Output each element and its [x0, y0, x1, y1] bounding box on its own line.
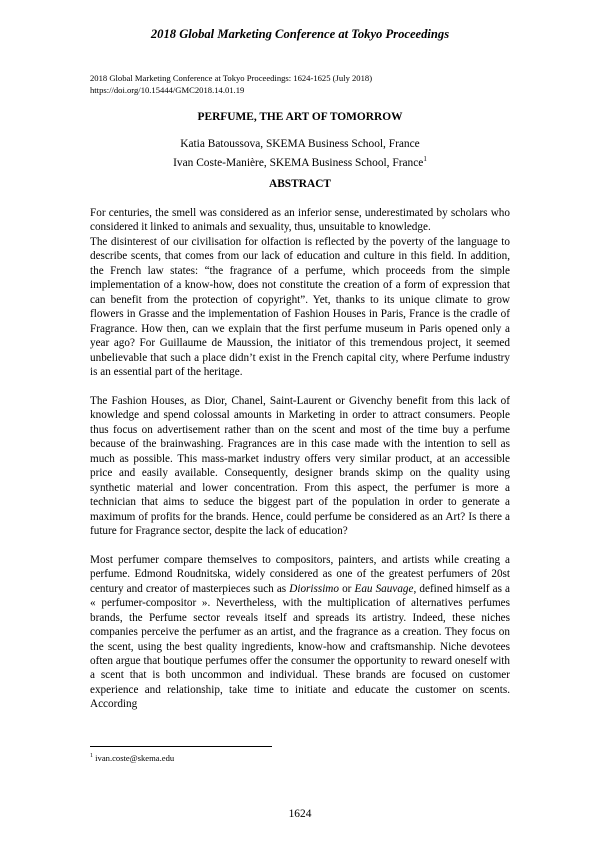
abstract-heading: ABSTRACT — [268, 178, 332, 190]
paragraph-4 — [90, 553, 510, 712]
footnote-email[interactable]: ivan.coste@skema.edu — [93, 753, 175, 763]
paper-title: PERFUME, THE ART OF TOMORROW — [197, 111, 403, 123]
footnote-mark: 1 — [90, 753, 93, 760]
author-2 — [0, 152, 600, 170]
paragraph-3: The Fashion Houses, as Dior, Chanel, Saint-Laurent or Givenchy benefit from this lack of knowledge and spend colossal amounts in Marketing in order to attract consumers. People thus focus on advertisement rather than on the scent and most of the time buy a perfume because of the brainwashing. Fragrances are in this case made with the intention to sell as much as possible. This mass-market industry offers very similar product, at an accessible price and easily available. Consequently, designer brands skimp on the quality using synthetic material and lower concentration. From this aspect, the perfumer is more a technician that aims to seduce the biggest part of the population in order to generate a maximum of profits for the brands. Hence, could perfume be considered as an Art? Is there a future for Fragrance sector, despite the lack of education? — [90, 394, 510, 537]
author-2-text: Ivan Coste-Manière, SKEMA Business School, France — [173, 156, 424, 169]
paragraph-4-part-b: , defined himself as a « perfumer-compositor ». Nevertheless, with the multiplication of alternatives perfumes brands, the Perfume sector reveals itself and spreads its artistry. Indeed, these niches companies perceive the perfumer as an artist, and the fragrance as a creation. They focus on the scent, using the best quality ingredients, know-how and craftsmanship. Niche devotees often argue that boutique perfumes offer the consumer the opportunity to reward oneself with a scent that is both uncommon and individual. These brands are focused on customer experience and relationship, take time to initiate and educate the customer on scents. According — [90, 582, 511, 711]
citation-line: 2018 Global Marketing Conference at Tokyo Proceedings: 1624-1625 (July 2018) — [90, 73, 373, 83]
footnote — [90, 753, 174, 763]
italic-eau-sauvage: Eau Sauvage — [354, 582, 414, 595]
abstract-body — [90, 206, 510, 712]
author-footnote-mark[interactable]: 1 — [423, 154, 427, 163]
page-number: 1624 — [288, 808, 312, 820]
author-list — [0, 137, 600, 170]
paragraph-2: The disinterest of our civilisation for olfaction is reflected by the poverty of the language to describe scents, that comes from our lack of education and culture in this field. In addition, the French law states: “the fragrance of a perfume, which proceeds from the simple implementation of a know-how, does not constitute the creation of a form of expression that can benefit from the protection of copyright”. Yet, thanks to its unique climate to grow flowers in Grasse and the implementation of Fashion Houses in Paris, France is the cradle of Fragrance. How then, can we explain that the first perfume museum in Paris opened only a year ago? For Guillaume de Maussion, the initiator of this tremendous project, it seemed unbelievable that such a place didn’t exist in the French capital city, where Perfume industry is an essential part of the heritage. — [90, 235, 510, 378]
paragraph-4-part-a: Most perfumer compare themselves to compositors, painters, and artists while creating a perfume. Edmond Roudnitska, widely considered as one of the greatest perfumers of 20st century and creator of masterpieces such as — [90, 553, 510, 595]
italic-diorissimo: Diorissimo — [289, 582, 339, 595]
paragraph-4-or: or — [338, 582, 355, 595]
running-header: 2018 Global Marketing Conference at Tokyo Proceedings — [150, 27, 450, 41]
author-1: Katia Batoussova, SKEMA Business School, France — [180, 138, 420, 150]
citation-block — [90, 73, 372, 96]
paragraph-1: For centuries, the smell was considered as an inferior sense, underestimated by scholars who considered it linked to animals and sexuality, thus, unsuitable to knowledge. — [90, 207, 510, 234]
doi-link[interactable]: https://doi.org/10.15444/GMC2018.14.01.19 — [90, 84, 245, 95]
footnote-divider — [90, 746, 272, 747]
